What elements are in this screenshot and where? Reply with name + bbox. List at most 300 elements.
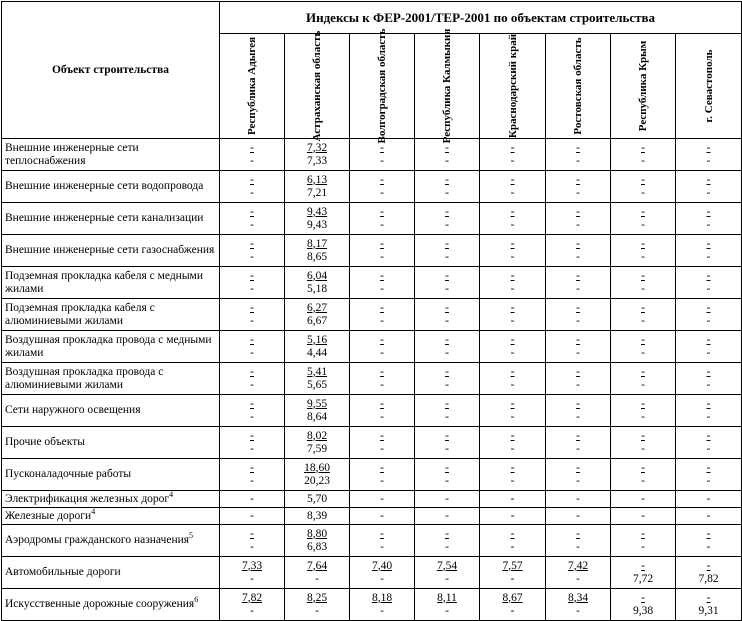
index-value-numerator: - bbox=[380, 173, 384, 186]
index-value-denominator: - bbox=[250, 154, 254, 167]
index-value-numerator: - bbox=[641, 461, 645, 474]
index-cell bbox=[415, 203, 480, 235]
index-value-numerator: - bbox=[576, 429, 580, 442]
table-row bbox=[2, 459, 742, 491]
index-value-numerator: - bbox=[250, 333, 254, 346]
index-value-numerator: - bbox=[706, 397, 711, 410]
index-value-numerator: 5,41 bbox=[306, 365, 328, 378]
index-value: - bbox=[510, 492, 515, 505]
index-cell bbox=[415, 395, 480, 427]
index-cell bbox=[285, 508, 350, 525]
index-cell bbox=[546, 299, 611, 331]
index-value-denominator: - bbox=[250, 474, 254, 487]
index-value-denominator: - bbox=[576, 218, 580, 231]
index-cell bbox=[611, 589, 676, 621]
index-value-numerator: - bbox=[380, 237, 384, 250]
index-value-denominator: - bbox=[380, 410, 384, 423]
index-cell bbox=[350, 589, 415, 621]
index-value-numerator: 8,17 bbox=[306, 237, 328, 250]
index-cell bbox=[546, 525, 611, 557]
index-value-numerator: - bbox=[445, 365, 449, 378]
index-value-numerator: - bbox=[445, 429, 449, 442]
index-cell bbox=[285, 139, 350, 171]
index-cell bbox=[415, 235, 480, 267]
index-value-denominator: 4,44 bbox=[306, 346, 328, 359]
index-value-denominator: - bbox=[510, 604, 515, 617]
index-cell bbox=[611, 525, 676, 557]
index-value-numerator: 9,43 bbox=[306, 205, 328, 218]
object-name-text: Искусственные дорожные сооружения bbox=[5, 598, 195, 610]
index-cell bbox=[350, 508, 415, 525]
index-cell bbox=[285, 557, 350, 589]
index-value-denominator: - bbox=[576, 572, 580, 585]
index-value-numerator: - bbox=[576, 527, 580, 540]
index-value: - bbox=[250, 509, 254, 522]
region-header bbox=[546, 34, 611, 139]
index-value-numerator: - bbox=[380, 269, 384, 282]
index-cell bbox=[480, 589, 546, 621]
index-cell bbox=[285, 459, 350, 491]
object-name-text: Воздушная прокладка провода с медными жилами bbox=[5, 333, 212, 359]
index-value-denominator: - bbox=[250, 604, 254, 617]
index-value-numerator: 6,04 bbox=[306, 269, 328, 282]
index-cell bbox=[546, 491, 611, 508]
object-name bbox=[2, 203, 220, 235]
index-cell bbox=[546, 331, 611, 363]
index-value-numerator: 7,64 bbox=[306, 559, 328, 572]
index-value-numerator: - bbox=[510, 365, 515, 378]
index-value-denominator: - bbox=[445, 442, 449, 455]
index-value-denominator: - bbox=[706, 218, 711, 231]
index-cell bbox=[611, 203, 676, 235]
index-cell bbox=[676, 589, 742, 621]
index-value-denominator: - bbox=[445, 314, 449, 327]
index-value-denominator: - bbox=[250, 186, 254, 199]
index-value-numerator: - bbox=[641, 591, 645, 604]
footnote-marker: 5 bbox=[189, 531, 194, 541]
index-cell bbox=[350, 427, 415, 459]
index-cell bbox=[546, 427, 611, 459]
index-value-numerator: - bbox=[641, 141, 645, 154]
index-value-numerator: - bbox=[445, 333, 449, 346]
index-value-denominator: - bbox=[576, 282, 580, 295]
index-value-numerator: 8,67 bbox=[502, 591, 523, 604]
object-name bbox=[2, 171, 220, 203]
index-value-numerator: - bbox=[641, 237, 645, 250]
object-name-text: Автомобильные дороги bbox=[5, 566, 121, 578]
index-cell bbox=[611, 459, 676, 491]
index-cell bbox=[546, 589, 611, 621]
region-label: Ростовская область bbox=[572, 37, 584, 135]
index-value-denominator: - bbox=[380, 282, 384, 295]
index-value-denominator: - bbox=[641, 442, 645, 455]
index-value-numerator: - bbox=[706, 301, 711, 314]
region-label: Республика Калмыкия bbox=[441, 28, 453, 144]
index-value-numerator: - bbox=[576, 173, 580, 186]
index-value-denominator: - bbox=[510, 154, 515, 167]
index-value-numerator: - bbox=[510, 205, 515, 218]
index-value-denominator: - bbox=[576, 410, 580, 423]
index-value-denominator: - bbox=[445, 540, 449, 553]
index-value-denominator: 6,83 bbox=[306, 540, 328, 553]
index-value-denominator: - bbox=[315, 572, 319, 585]
index-cell bbox=[285, 395, 350, 427]
index-value-denominator: 9,43 bbox=[306, 218, 328, 231]
index-value-denominator: - bbox=[641, 250, 645, 263]
index-cell bbox=[480, 171, 546, 203]
index-value-numerator: 7,82 bbox=[241, 591, 263, 604]
index-value-numerator: - bbox=[576, 397, 580, 410]
table-row bbox=[2, 525, 742, 557]
object-name-text: Электрификация железных дорог bbox=[5, 492, 170, 505]
index-cell bbox=[611, 139, 676, 171]
index-value-denominator: - bbox=[576, 154, 580, 167]
index-cell bbox=[676, 139, 742, 171]
index-value-denominator: - bbox=[445, 474, 449, 487]
object-name bbox=[2, 557, 220, 589]
index-value-denominator: - bbox=[576, 540, 580, 553]
index-value-numerator: - bbox=[250, 205, 254, 218]
index-value-numerator: - bbox=[706, 429, 711, 442]
index-value-denominator: - bbox=[445, 378, 449, 391]
index-cell bbox=[546, 363, 611, 395]
index-cell bbox=[415, 589, 480, 621]
index-value-denominator: - bbox=[576, 474, 580, 487]
index-value: - bbox=[576, 492, 580, 505]
index-cell bbox=[220, 235, 285, 267]
index-cell bbox=[676, 395, 742, 427]
index-value-numerator: 8,11 bbox=[437, 591, 457, 604]
index-cell bbox=[480, 235, 546, 267]
index-value-numerator: 7,32 bbox=[306, 141, 328, 154]
index-cell bbox=[480, 267, 546, 299]
index-value-denominator: - bbox=[250, 282, 254, 295]
index-value-numerator: 8,02 bbox=[306, 429, 328, 442]
index-value-numerator: - bbox=[641, 397, 645, 410]
index-cell bbox=[285, 235, 350, 267]
index-cell bbox=[480, 363, 546, 395]
index-cell bbox=[611, 427, 676, 459]
index-value-denominator: - bbox=[641, 218, 645, 231]
index-cell bbox=[415, 525, 480, 557]
index-value-denominator: - bbox=[576, 604, 580, 617]
index-value-numerator: 7,42 bbox=[567, 559, 589, 572]
index-value-denominator: 7,72 bbox=[632, 572, 654, 585]
index-value: 8,39 bbox=[306, 509, 328, 522]
index-value: - bbox=[641, 509, 645, 522]
index-value-numerator: - bbox=[510, 173, 515, 186]
index-cell bbox=[611, 235, 676, 267]
index-value-denominator: - bbox=[250, 540, 254, 553]
object-name-text: Сети наружного освещения bbox=[5, 404, 141, 416]
index-value-numerator: - bbox=[250, 365, 254, 378]
index-cell bbox=[611, 171, 676, 203]
table-row bbox=[2, 331, 742, 363]
index-value-denominator: - bbox=[250, 572, 254, 585]
index-value-numerator: - bbox=[380, 333, 384, 346]
index-value-numerator: 5,16 bbox=[306, 333, 328, 346]
index-value-denominator: - bbox=[380, 604, 384, 617]
index-cell bbox=[676, 331, 742, 363]
index-value-numerator: - bbox=[445, 461, 449, 474]
index-value-numerator: - bbox=[576, 301, 580, 314]
index-value-numerator: - bbox=[445, 527, 449, 540]
index-cell bbox=[415, 491, 480, 508]
index-cell bbox=[546, 508, 611, 525]
table-row bbox=[2, 427, 742, 459]
object-name bbox=[2, 331, 220, 363]
index-value-numerator: 18,60 bbox=[304, 461, 330, 474]
index-value-denominator: - bbox=[576, 186, 580, 199]
index-value-numerator: - bbox=[510, 527, 515, 540]
index-value-denominator: - bbox=[706, 314, 711, 327]
table-row bbox=[2, 508, 742, 525]
region-header bbox=[611, 34, 676, 139]
index-value-denominator: - bbox=[641, 346, 645, 359]
index-table bbox=[1, 1, 742, 621]
table-row bbox=[2, 363, 742, 395]
index-value: - bbox=[510, 509, 515, 522]
index-value-numerator: - bbox=[250, 237, 254, 250]
index-value-denominator: - bbox=[510, 314, 515, 327]
index-cell bbox=[350, 363, 415, 395]
region-header bbox=[676, 34, 742, 139]
index-value-numerator: - bbox=[641, 173, 645, 186]
index-value-numerator: - bbox=[250, 173, 254, 186]
index-value-numerator: - bbox=[250, 461, 254, 474]
index-cell bbox=[676, 525, 742, 557]
index-cell bbox=[611, 267, 676, 299]
index-value-denominator: 9,38 bbox=[632, 604, 654, 617]
index-cell bbox=[546, 203, 611, 235]
index-value-numerator: - bbox=[706, 269, 711, 282]
table-row bbox=[2, 171, 742, 203]
table-row bbox=[2, 299, 742, 331]
footnote-marker: 4 bbox=[91, 506, 96, 516]
table-row bbox=[2, 589, 742, 621]
index-value-numerator: - bbox=[706, 205, 711, 218]
index-cell bbox=[415, 331, 480, 363]
object-name-text: Железные дороги bbox=[5, 509, 92, 522]
index-value-denominator: - bbox=[510, 282, 515, 295]
index-value-denominator: - bbox=[576, 346, 580, 359]
index-value-denominator: - bbox=[380, 250, 384, 263]
index-value-numerator: - bbox=[576, 141, 580, 154]
region-header bbox=[220, 34, 285, 139]
index-cell bbox=[676, 299, 742, 331]
index-value-denominator: - bbox=[706, 250, 711, 263]
object-name-text: Внешние инженерные сети газоснабжения bbox=[5, 244, 215, 256]
index-value-numerator: - bbox=[445, 237, 449, 250]
index-value-denominator: - bbox=[641, 154, 645, 167]
index-value: - bbox=[706, 509, 711, 522]
index-value-denominator: - bbox=[641, 410, 645, 423]
index-value-denominator: - bbox=[706, 282, 711, 295]
index-value-denominator: - bbox=[250, 346, 254, 359]
object-name-text: Внешние инженерные сети канализации bbox=[5, 212, 204, 224]
index-value-denominator: - bbox=[250, 378, 254, 391]
index-cell bbox=[415, 299, 480, 331]
index-value-denominator: 6,67 bbox=[306, 314, 328, 327]
index-value-denominator: - bbox=[445, 250, 449, 263]
index-cell bbox=[220, 557, 285, 589]
index-value-denominator: - bbox=[380, 218, 384, 231]
index-value: - bbox=[576, 509, 580, 522]
index-value-numerator: - bbox=[445, 141, 449, 154]
index-cell bbox=[350, 331, 415, 363]
index-value-numerator: - bbox=[510, 397, 515, 410]
index-cell bbox=[611, 299, 676, 331]
index-value-denominator: - bbox=[445, 346, 449, 359]
index-value-denominator: 8,64 bbox=[306, 410, 328, 423]
object-name-text: Внешние инженерные сети теплоснабжения bbox=[5, 141, 139, 167]
index-value-numerator: 8,18 bbox=[371, 591, 393, 604]
index-value-numerator: - bbox=[706, 237, 711, 250]
index-value-denominator: - bbox=[380, 346, 384, 359]
index-value-denominator: - bbox=[250, 314, 254, 327]
index-value-denominator: - bbox=[576, 250, 580, 263]
index-cell bbox=[546, 395, 611, 427]
region-label: Краснодарский край bbox=[506, 33, 519, 139]
index-value-numerator: - bbox=[510, 301, 515, 314]
index-value-numerator: 7,57 bbox=[502, 559, 523, 572]
index-cell bbox=[220, 427, 285, 459]
index-cell bbox=[220, 363, 285, 395]
index-value-denominator: - bbox=[706, 378, 711, 391]
object-name bbox=[2, 508, 220, 525]
index-value-denominator: - bbox=[641, 314, 645, 327]
index-value-numerator: - bbox=[706, 365, 711, 378]
index-value-numerator: - bbox=[250, 527, 254, 540]
index-cell bbox=[676, 508, 742, 525]
index-value-denominator: - bbox=[510, 186, 515, 199]
index-value-denominator: - bbox=[706, 474, 711, 487]
index-value-numerator: - bbox=[445, 397, 449, 410]
index-value-denominator: - bbox=[380, 474, 384, 487]
index-cell bbox=[285, 491, 350, 508]
index-value-numerator: 7,33 bbox=[241, 559, 263, 572]
index-value-denominator: - bbox=[445, 282, 449, 295]
index-value-numerator: - bbox=[641, 365, 645, 378]
index-value-numerator: - bbox=[445, 173, 449, 186]
index-value-numerator: - bbox=[445, 269, 449, 282]
index-value-numerator: - bbox=[250, 397, 254, 410]
index-value-denominator: - bbox=[706, 442, 711, 455]
index-cell bbox=[546, 235, 611, 267]
index-cell bbox=[480, 525, 546, 557]
table-row bbox=[2, 557, 742, 589]
table-row bbox=[2, 491, 742, 508]
index-cell bbox=[676, 171, 742, 203]
index-value-denominator: - bbox=[510, 378, 515, 391]
index-value-denominator: - bbox=[380, 442, 384, 455]
index-value-numerator: - bbox=[380, 429, 384, 442]
index-value-denominator: - bbox=[706, 186, 711, 199]
index-value-denominator: 9,31 bbox=[698, 604, 719, 617]
index-cell bbox=[220, 299, 285, 331]
object-name bbox=[2, 427, 220, 459]
index-value-numerator: - bbox=[445, 205, 449, 218]
index-value-numerator: - bbox=[706, 461, 711, 474]
index-cell bbox=[546, 459, 611, 491]
object-column-header: Объект строительства bbox=[2, 2, 220, 139]
index-value-denominator: - bbox=[315, 604, 319, 617]
index-value-denominator: - bbox=[706, 540, 711, 553]
index-value-denominator: - bbox=[510, 250, 515, 263]
index-value-numerator: 7,40 bbox=[371, 559, 393, 572]
index-value-numerator: - bbox=[510, 237, 515, 250]
index-cell bbox=[676, 557, 742, 589]
index-cell bbox=[220, 508, 285, 525]
index-value-denominator: 7,59 bbox=[306, 442, 328, 455]
index-value-denominator: - bbox=[641, 474, 645, 487]
index-value-numerator: - bbox=[510, 461, 515, 474]
object-name bbox=[2, 299, 220, 331]
index-cell bbox=[480, 139, 546, 171]
index-value: - bbox=[641, 492, 645, 505]
object-name bbox=[2, 459, 220, 491]
index-value: - bbox=[445, 492, 449, 505]
index-cell bbox=[480, 203, 546, 235]
footnote-marker: 4 bbox=[169, 489, 174, 499]
index-value-denominator: 20,23 bbox=[304, 474, 330, 487]
index-cell bbox=[350, 203, 415, 235]
index-value-numerator: 8,34 bbox=[567, 591, 589, 604]
index-value-numerator: - bbox=[706, 527, 711, 540]
index-value-denominator: - bbox=[510, 540, 515, 553]
region-label: Республика Крым bbox=[637, 40, 649, 132]
index-value-denominator: - bbox=[380, 186, 384, 199]
index-value-denominator: - bbox=[706, 154, 711, 167]
object-name-text: Подземная прокладка кабеля с алюминиевыми жилами bbox=[5, 301, 155, 327]
index-value-denominator: 5,65 bbox=[306, 378, 328, 391]
object-name bbox=[2, 491, 220, 508]
index-value-denominator: - bbox=[510, 474, 515, 487]
index-value-denominator: - bbox=[380, 154, 384, 167]
index-value-numerator: - bbox=[576, 205, 580, 218]
index-value-denominator: 7,82 bbox=[698, 572, 719, 585]
index-cell bbox=[480, 459, 546, 491]
index-value-denominator: - bbox=[641, 540, 645, 553]
object-name bbox=[2, 589, 220, 621]
index-value-numerator: - bbox=[510, 269, 515, 282]
index-cell bbox=[285, 331, 350, 363]
index-value-numerator: - bbox=[380, 461, 384, 474]
index-cell bbox=[220, 395, 285, 427]
index-value-numerator: - bbox=[641, 559, 645, 572]
index-cell bbox=[285, 427, 350, 459]
index-value-numerator: - bbox=[706, 173, 711, 186]
index-value-numerator: - bbox=[576, 333, 580, 346]
index-value-denominator: 7,33 bbox=[306, 154, 328, 167]
index-value: - bbox=[706, 492, 711, 505]
index-value: 5,70 bbox=[306, 492, 328, 505]
table-row bbox=[2, 267, 742, 299]
index-value-numerator: - bbox=[641, 333, 645, 346]
index-value-numerator: - bbox=[641, 301, 645, 314]
index-cell bbox=[480, 557, 546, 589]
index-cell bbox=[676, 203, 742, 235]
index-value-denominator: - bbox=[250, 250, 254, 263]
index-cell bbox=[285, 299, 350, 331]
index-value-denominator: 7,21 bbox=[306, 186, 328, 199]
index-value-numerator: - bbox=[706, 333, 711, 346]
index-cell bbox=[415, 427, 480, 459]
object-name-text: Внешние инженерные сети водопровода bbox=[5, 180, 204, 192]
index-value-numerator: 8,25 bbox=[306, 591, 328, 604]
index-cell bbox=[611, 363, 676, 395]
index-value: - bbox=[380, 509, 384, 522]
